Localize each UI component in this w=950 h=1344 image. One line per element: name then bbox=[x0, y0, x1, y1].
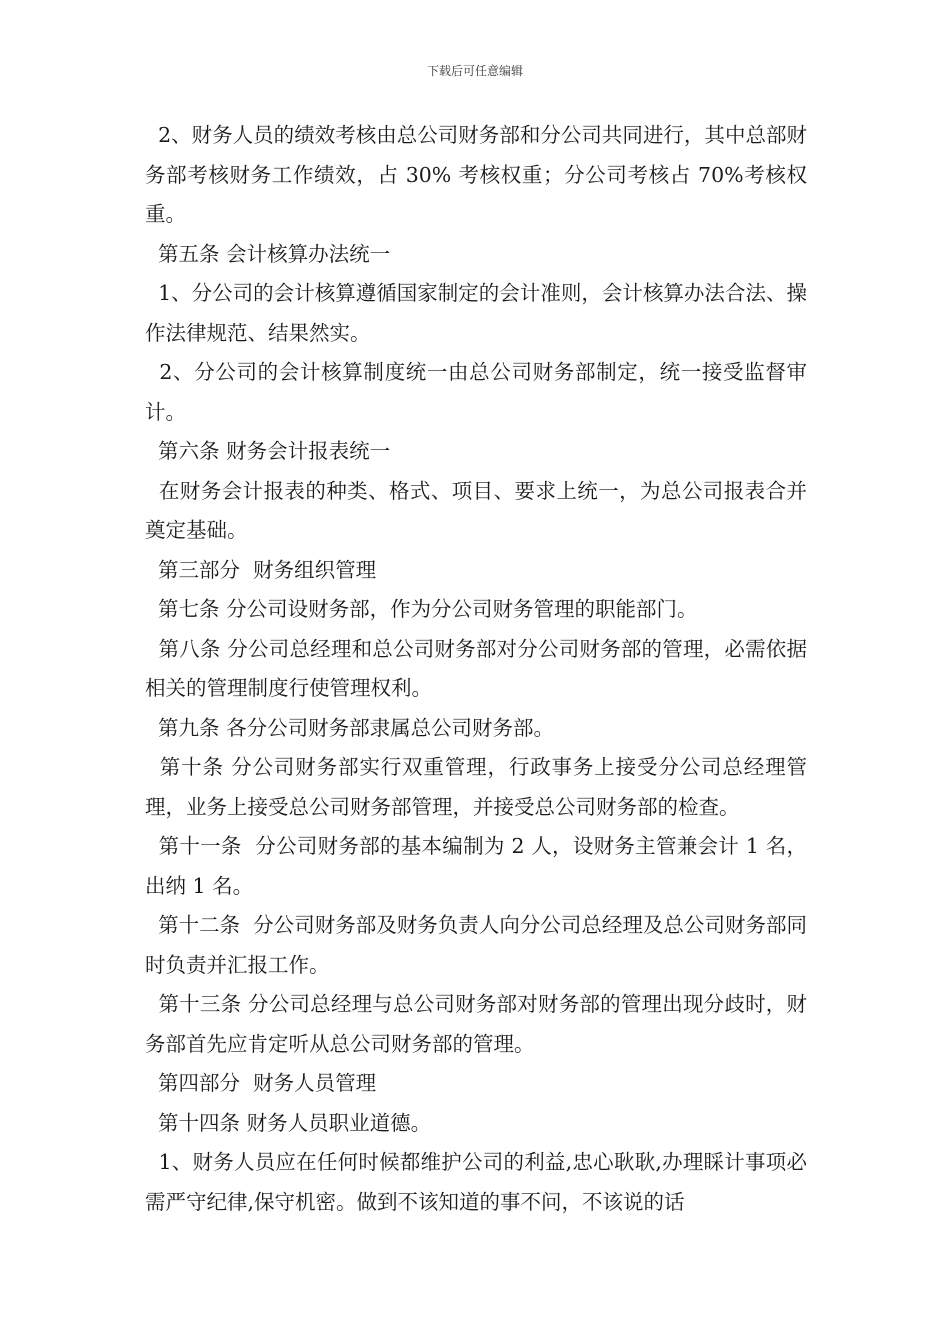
heading-article-6: 第六条 财务会计报表统一 bbox=[145, 439, 391, 463]
paragraph-performance-review: 2、财务人员的绩效考核由总公司财务部和分公司共同进行，其中总部财务部考核财务工作绩效，占 30% 考核权重；分公司考核占 70%考核权重。 bbox=[145, 123, 807, 226]
paragraph-article-13: 第十三条 分公司总经理与总公司财务部对财务部的管理出现分歧时，财务部首先应肯定听从总公司财务部的管理。 bbox=[145, 992, 808, 1056]
paragraph-article-11: 第十一条 分公司财务部的基本编制为 2 人，设财务主管兼会计 1 名，出纳 1 名。 bbox=[145, 834, 807, 898]
paragraph-report-unification: 在财务会计报表的种类、格式、项目、要求上统一，为总公司报表合并奠定基础。 bbox=[145, 478, 807, 542]
heading-part-4: 第四部分 财务人员管理 bbox=[145, 1071, 377, 1095]
paragraph-article-12: 第十二条 分公司财务部及财务负责人向分公司总经理及总公司财务部同时负责并汇报工作。 bbox=[145, 913, 807, 977]
heading-part-3: 第三部分 财务组织管理 bbox=[145, 557, 377, 582]
heading-article-14: 第十四条 财务人员职业道德。 bbox=[145, 1110, 432, 1135]
paragraph-article-7: 第七条 分公司设财务部，作为分公司财务管理的职能部门。 bbox=[145, 597, 698, 621]
heading-article-5: 第五条 会计核算办法统一 bbox=[145, 241, 391, 266]
paragraph-article-8: 第八条 分公司总经理和总公司财务部对分公司财务部的管理，必需依据相关的管理制度行使管理权利。 bbox=[145, 636, 808, 700]
paragraph-article-10: 第十条 分公司财务部实行双重管理，行政事务上接受分公司总经理管理，业务上接受总公司财务部管理，并接受总公司财务部的检查。 bbox=[145, 755, 807, 819]
paragraph-accounting-standards: 1、分公司的会计核算遵循国家制定的会计准则，会计核算办法合法、操作法律规范、结果然实。 bbox=[145, 281, 807, 345]
paragraph-accounting-system: 2、分公司的会计核算制度统一由总公司财务部制定，统一接受监督审计。 bbox=[145, 360, 807, 424]
document-body bbox=[145, 116, 807, 1222]
paragraph-professional-ethics: 1、财务人员应在任何时候都维护公司的利益,忠心耿耿,办理睬计事项必需严守纪律,保守机密。做到不该知道的事不问，不该说的话 bbox=[145, 1150, 807, 1214]
page-header: 下载后可任意编辑 bbox=[426, 64, 523, 78]
paragraph-article-9: 第九条 各分公司财务部隶属总公司财务部。 bbox=[145, 715, 555, 740]
